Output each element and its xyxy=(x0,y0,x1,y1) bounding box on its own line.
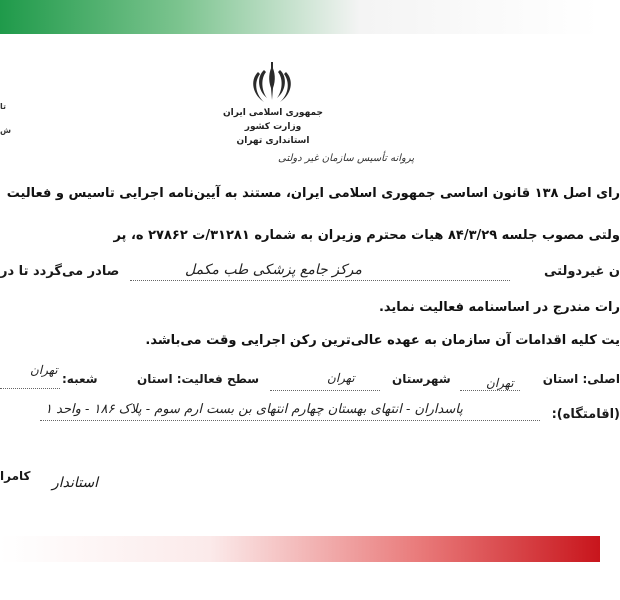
main-location-label: اصلی: استان xyxy=(542,372,620,386)
organization-name: مرکز جامع پزشکی طب مکمل xyxy=(185,262,362,278)
body-line-1: رای اصل ۱۳۸ قانون اساسی جمهوری اسلامی ایران، مستند به آیین‌نامه اجرایی تاسیس و فعالیت xyxy=(6,186,620,201)
address-dotted-line xyxy=(40,420,540,421)
governor-signature: استاندار xyxy=(52,475,99,491)
bottom-flag-stripe xyxy=(0,536,600,562)
top-flag-stripe xyxy=(0,0,600,34)
left-margin-fragment: ش xyxy=(0,126,12,135)
ministry-name: وزارت کشور xyxy=(244,122,302,132)
country-name: جمهوری اسلامی ایران xyxy=(222,108,324,118)
body-line-3-suffix: صادر می‌گردد تا در xyxy=(0,264,120,279)
address-value: پاسداران - انتهای بهستان چهارم انتهای بن بست ارم سوم - پلاک ۱۸۶ - واحد ۱ xyxy=(45,402,463,417)
branch-dotted-line xyxy=(0,388,60,389)
address-label: (اقامتگاه): xyxy=(551,407,620,422)
province-dotted-line xyxy=(460,390,520,391)
body-line-3-prefix: ن غیردولتی xyxy=(544,264,620,279)
branch-label: شعبه: xyxy=(62,372,98,386)
document-title: پروانه تأسیس سازمان غیر دولتی xyxy=(278,153,415,164)
governor-name-label: کامرا xyxy=(0,469,31,483)
left-margin-fragment: تا xyxy=(0,102,7,111)
branch-value: تهران xyxy=(30,363,58,377)
city-value: تهران xyxy=(327,371,355,385)
city-dotted-line xyxy=(270,390,380,391)
city-label: شهرستان xyxy=(392,372,451,386)
province-office-name: استانداری تهران xyxy=(236,136,310,146)
main-province-value: تهران xyxy=(486,376,514,390)
iran-emblem-icon xyxy=(247,60,297,108)
name-dotted-line xyxy=(130,280,510,281)
body-line-2: ولتی مصوب جلسه ۸۴/۳/۲۹ هیات محترم وزیران به شماره ۳۱۲۸۱/ت ۲۷۸۶۲ ه، پر xyxy=(113,228,620,243)
body-line-5: یت کلیه اقدامات آن سازمان به عهده عالی‌ترین رکن اجرایی وقت می‌باشد. xyxy=(145,333,620,348)
body-line-4: رات مندرج در اساسنامه فعالیت نماید. xyxy=(378,300,620,315)
activity-level-label: سطح فعالیت: استان xyxy=(137,372,260,386)
